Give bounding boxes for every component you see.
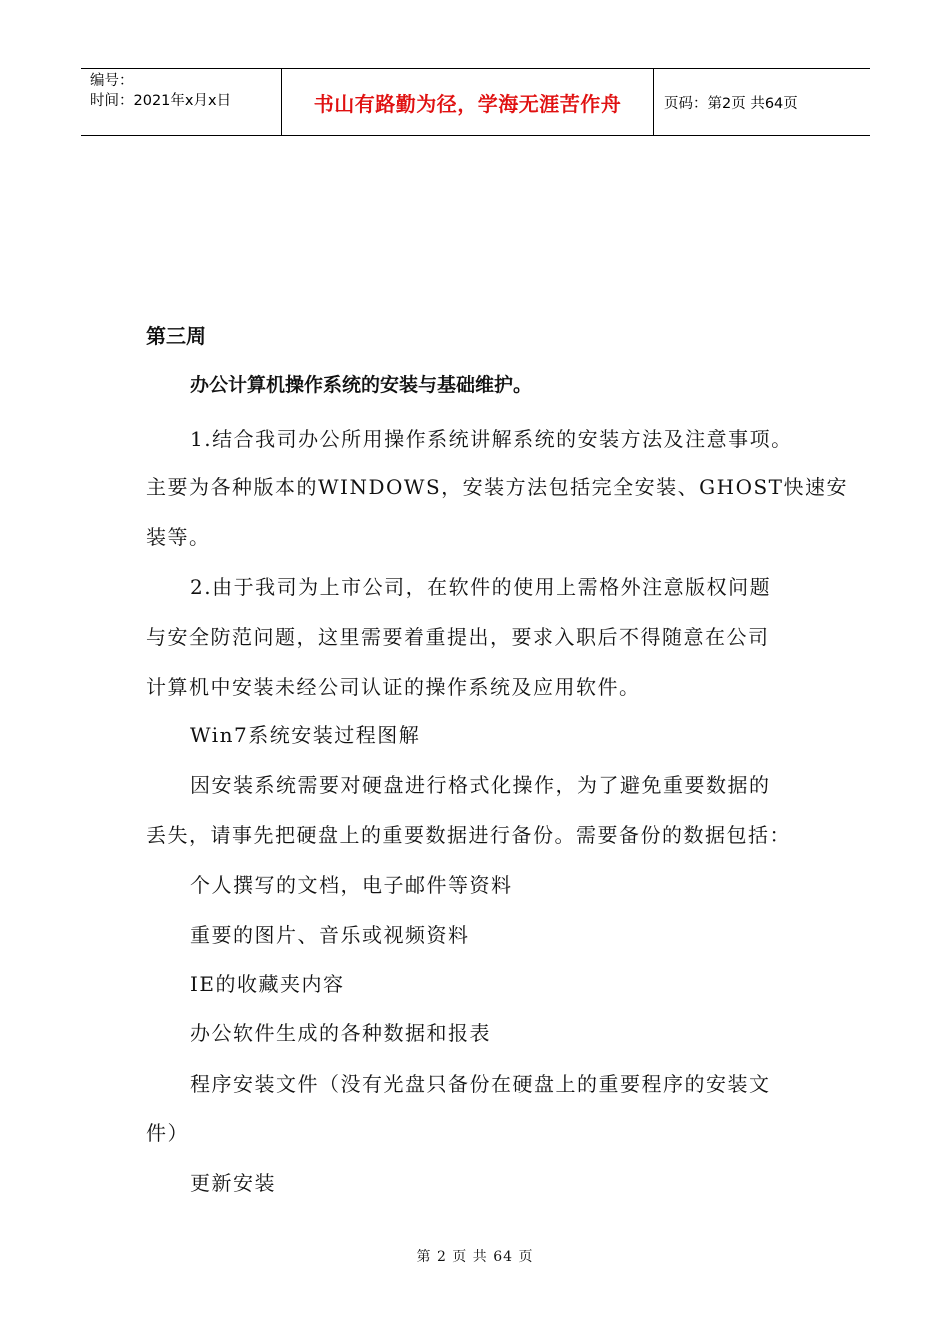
document-date: 时间：2021年x月x日 (90, 93, 232, 109)
page-footer: 第 2 页 共 64 页 (416, 1249, 534, 1265)
paragraph-line: 装等。 (146, 525, 211, 549)
paragraph-line: 计算机中安装未经公司认证的操作系统及应用软件。 (146, 675, 641, 699)
list-item: 个人撰写的文档，电子邮件等资料 (190, 873, 513, 897)
paragraph-line: 1.结合我司办公所用操作系统讲解系统的安装方法及注意事项。 (190, 427, 793, 451)
paragraph-line: 主要为各种版本的WINDOWS，安装方法包括完全安装、GHOST快速安 (146, 475, 849, 499)
paragraph-line: 2.由于我司为上市公司，在软件的使用上需格外注意版权问题 (190, 575, 772, 599)
header-motto: 书山有路勤为径，学海无涯苦作舟 (313, 91, 622, 116)
section-title: 办公计算机操作系统的安装与基础维护。 (190, 374, 533, 396)
list-item: 程序安装文件（没有光盘只备份在硬盘上的重要程序的安装文 (190, 1072, 771, 1096)
document-number-label: 编号： (90, 73, 134, 89)
week-title: 第三周 (146, 324, 206, 348)
list-item: 件） (146, 1121, 189, 1145)
paragraph-line: 丢失，请事先把硬盘上的重要数据进行备份。需要备份的数据包括： (146, 823, 791, 847)
header-motto-cell (282, 69, 654, 135)
list-item: 重要的图片、音乐或视频资料 (190, 923, 470, 947)
header-page-code: 页码：第2页 共64页 (664, 95, 798, 112)
paragraph-line: 因安装系统需要对硬盘进行格式化操作，为了避免重要数据的 (190, 773, 771, 797)
paragraph-line: 与安全防范问题，这里需要着重提出，要求入职后不得随意在公司 (146, 625, 770, 649)
page-header (81, 68, 870, 136)
list-item: 办公软件生成的各种数据和报表 (190, 1021, 491, 1045)
paragraph-line: Win7系统安装过程图解 (190, 723, 421, 747)
list-item: IE的收藏夹内容 (190, 972, 345, 996)
header-page-code-cell (654, 69, 870, 135)
paragraph-line: 更新安装 (190, 1171, 276, 1195)
header-info-cell (81, 69, 282, 135)
